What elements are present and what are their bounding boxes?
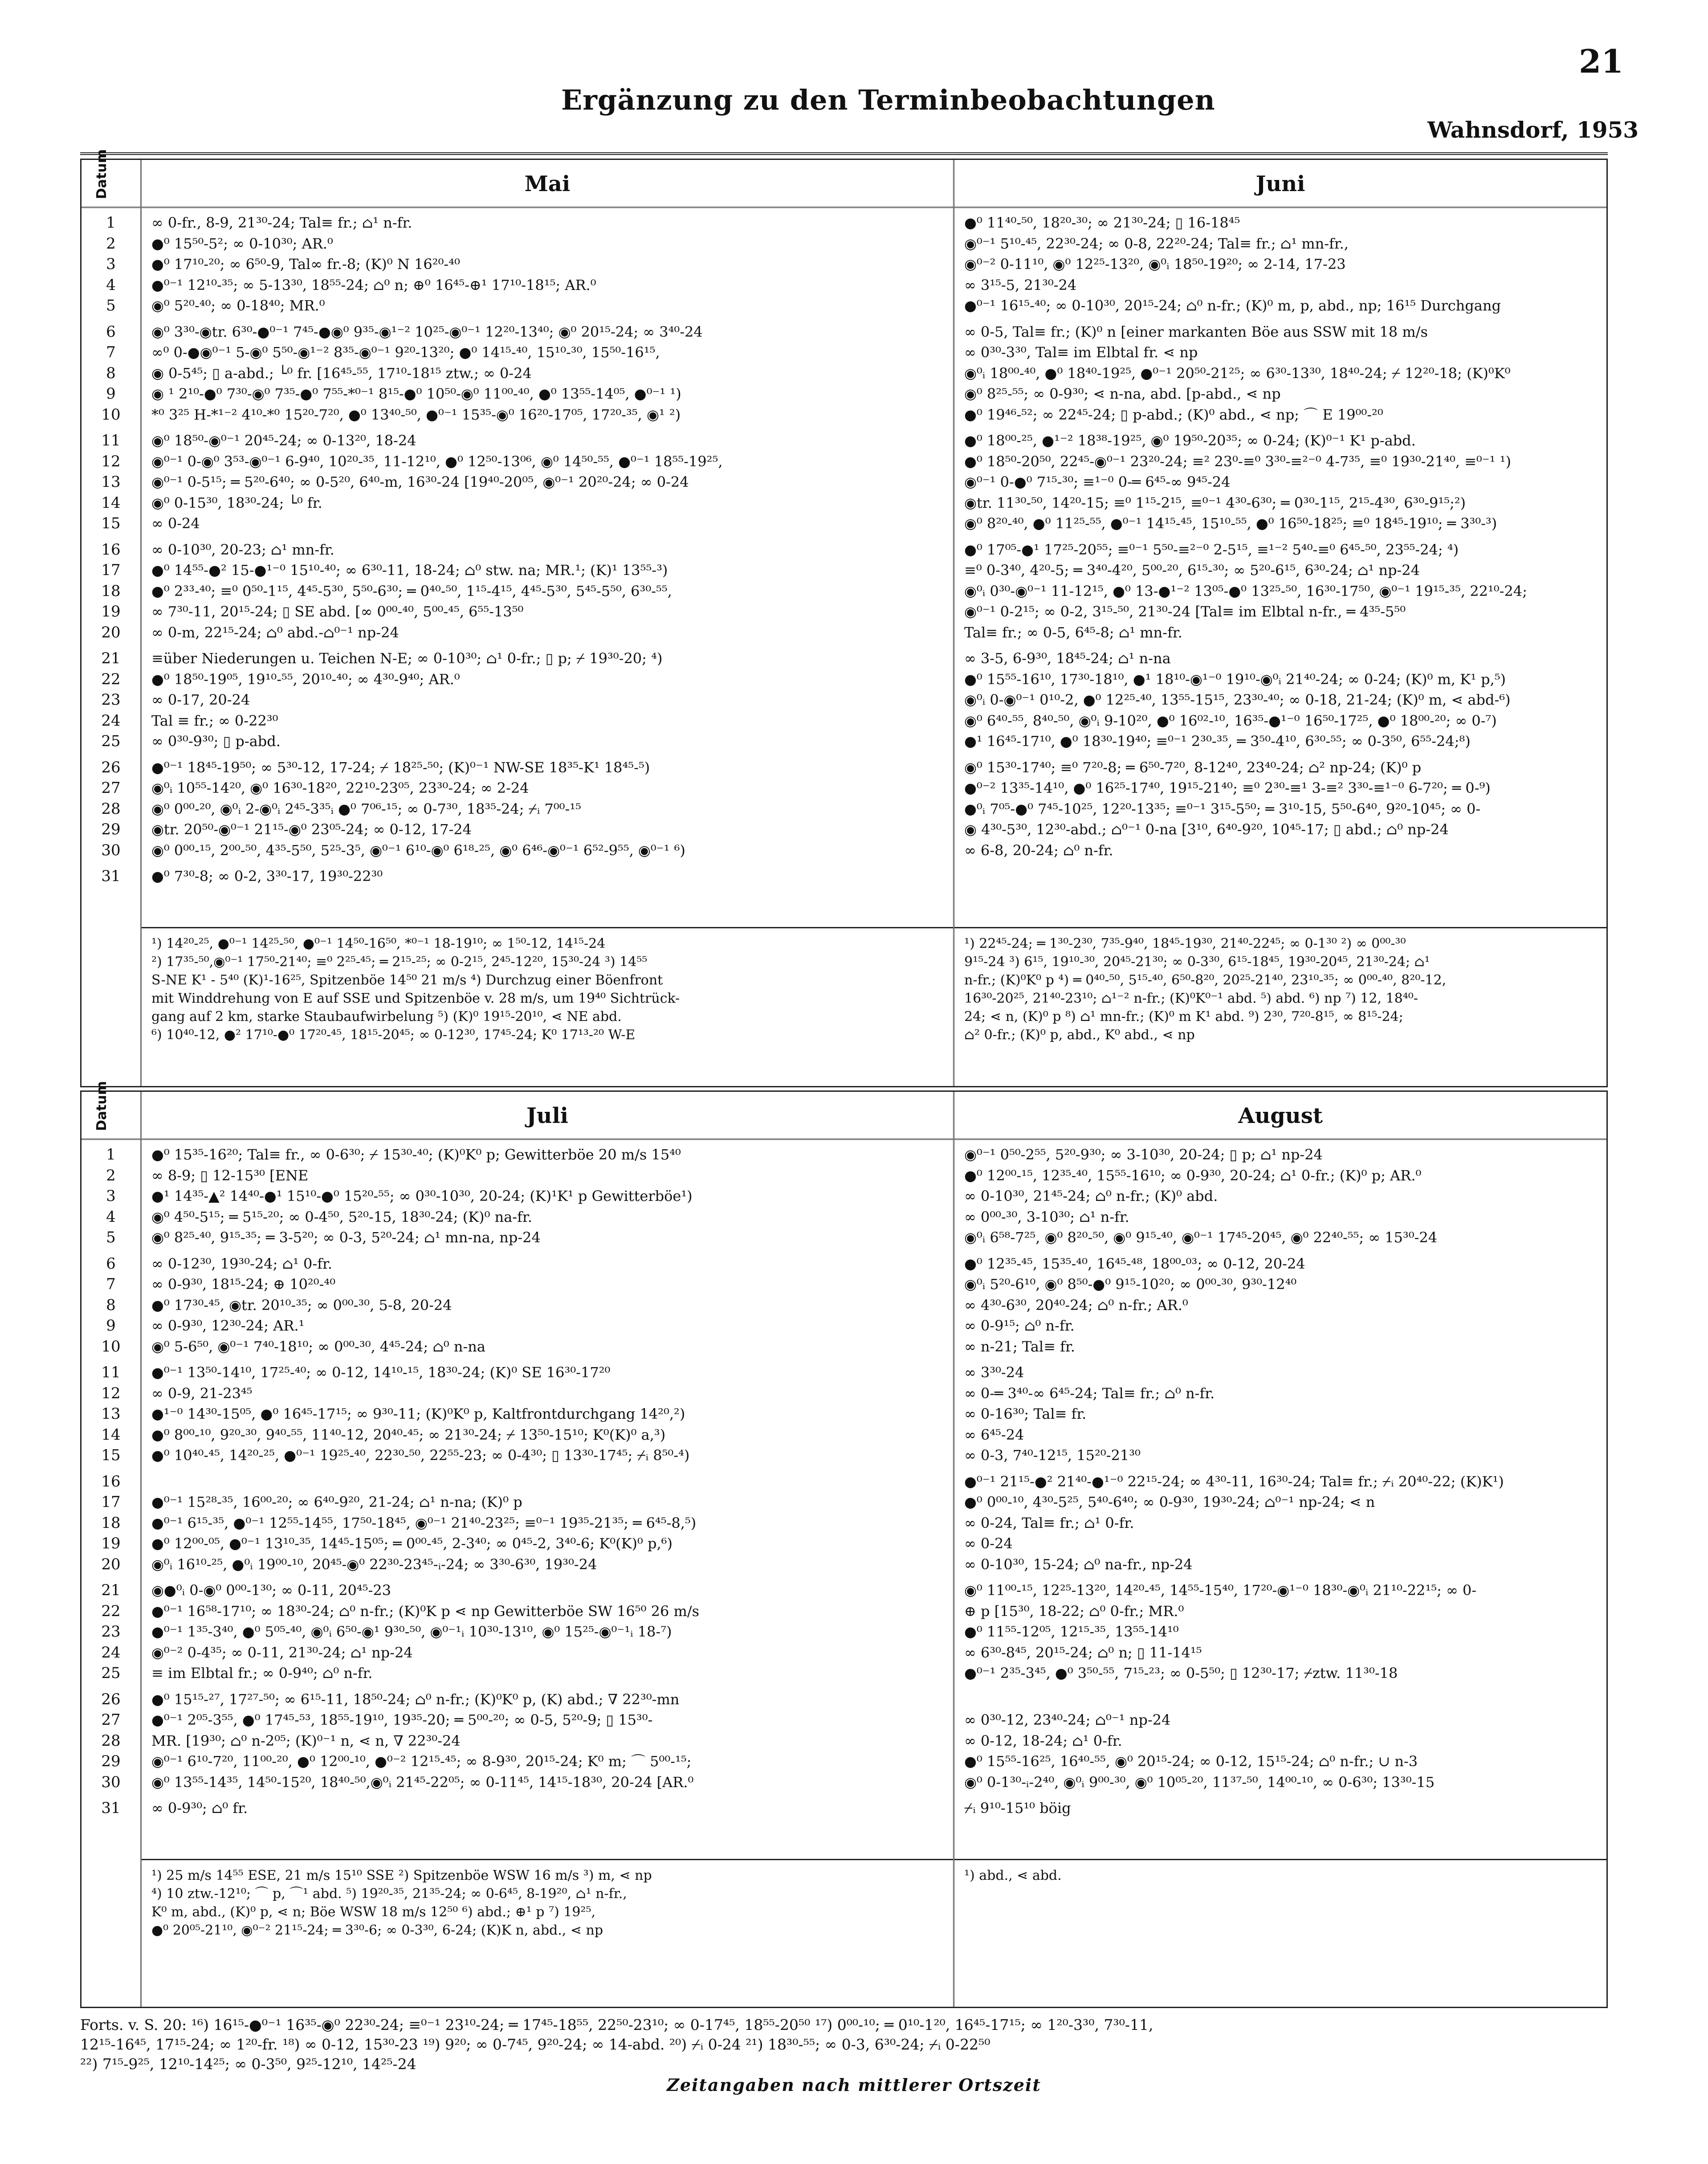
day-number: 27 xyxy=(101,779,121,797)
day-number: 19 xyxy=(101,603,121,621)
day-entry: ∞ 6-8, 20-24; ⌂⁰ n-fr. xyxy=(964,841,1113,859)
day-number: 22 xyxy=(101,1602,121,1620)
day-number: 12 xyxy=(101,1384,121,1402)
day-entry: ∞ 0-m, 22¹⁵-24; ⌂⁰ abd.-⌂⁰⁻¹ np-24 xyxy=(151,624,399,641)
day-entry: ◉⁰ 0⁰⁰-²⁰, ◉⁰ᵢ 2-◉⁰ᵢ 2⁴⁵-3³⁵ᵢ ●⁰ 7⁰⁶-¹⁵; ∞ 0-7³⁰, 18³⁵-24; ⌿ᵢ 7⁰⁰-¹⁵ xyxy=(151,800,581,817)
day-entry: ●¹⁻⁰ 14³⁰-15⁰⁵, ●⁰ 16⁴⁵-17¹⁵; ∞ 9³⁰-11; (K)⁰K⁰ p, Kaltfrontdurchgang 14²⁰,²) xyxy=(151,1405,685,1422)
month-name: Mai xyxy=(524,171,571,196)
footnote-line: K⁰ m, abd., (K)⁰ p, ⋖ n; Böe WSW 18 m/s 12⁵⁰ ⁶) abd.; ⊕¹ p ⁷) 19²⁵, xyxy=(151,1904,596,1920)
day-entry: ●⁰⁻² 13³⁵-14¹⁰, ●⁰ 16²⁵-17⁴⁰, 19¹⁵-21⁴⁰; ≡⁰ 2³⁰-≡¹ 3-≡² 3³⁰-≡¹⁻⁰ 6-7²⁰; ═ 0-⁹) xyxy=(964,780,1491,796)
day-entry: ∞ 0-12³⁰, 19³⁰-24; ⌂¹ 0-fr. xyxy=(151,1255,332,1272)
footnote-line: ¹) 22⁴⁵-24; ═ 1³⁰-2³⁰, 7³⁵-9⁴⁰, 18⁴⁵-19³⁰, 21⁴⁰-22⁴⁵; ∞ 0-1³⁰ ²) ∞ 0⁰⁰-³⁰ xyxy=(964,936,1406,951)
day-entry: ●⁰ 15³⁵-16²⁰; Tal≡ fr., ∞ 0-6³⁰; ⌿ 15³⁰-⁴⁰; (K)⁰K⁰ p; Gewitterböe 20 m/s 15⁴⁰ xyxy=(151,1146,681,1163)
day-entry: ●⁰⁻¹ 6¹⁵-³⁵, ●⁰⁻¹ 12⁵⁵-14⁵⁵, 17⁵⁰-18⁴⁵, ◉⁰⁻¹ 21⁴⁰-23²⁵; ≡⁰⁻¹ 19³⁵-21³⁵; ═ 6⁴⁵-8,⁵) xyxy=(151,1514,697,1531)
day-entry: ∞ 3³⁰-24 xyxy=(964,1364,1024,1381)
day-number: 25 xyxy=(101,732,121,750)
footnote-line: ⁶) 10⁴⁰-12, ●² 17¹⁰-●⁰ 17²⁰-⁴⁵, 18¹⁵-20⁴⁵; ∞ 0-12³⁰, 17⁴⁵-24; K⁰ 17¹³-²⁰ W-E xyxy=(151,1027,636,1043)
day-number: 1 xyxy=(106,214,116,232)
footnote-line: ⁴) 10 ztw.-12¹⁰; ⌒ p, ⌒¹ abd. ⁵) 19²⁰-³⁵, 21³⁵-24; ∞ 0-6⁴⁵, 8-19²⁰, ⌂¹ n-fr., xyxy=(151,1886,627,1902)
day-entry: ●⁰⁻¹ 2³⁵-3⁴⁵, ●⁰ 3⁵⁰-⁵⁵, 7¹⁵-²³; ∞ 0-5⁵⁰; ▯ 12³⁰-17; ⌿ztw. 11³⁰-18 xyxy=(964,1665,1398,1682)
datum-label: Datum xyxy=(94,149,110,199)
day-number: 28 xyxy=(101,1731,121,1750)
month-name: Juni xyxy=(1256,171,1305,196)
day-entry: ●⁰ 10⁴⁰-⁴⁵, 14²⁰-²⁵, ●⁰⁻¹ 19²⁵-⁴⁰, 22³⁰-⁵⁰, 22⁵⁵-23; ∞ 0-4³⁰; ▯ 13³⁰-17⁴⁵; ⌿ᵢ 8⁵⁰-⁴) xyxy=(151,1447,690,1464)
footnote-line: 16³⁰-20²⁵, 21⁴⁰-23¹⁰; ⌂¹⁻² n-fr.; (K)⁰K⁰⁻¹ abd. ⁵) abd. ⁶) np ⁷) 12, 18⁴⁰- xyxy=(964,991,1418,1006)
day-number: 24 xyxy=(101,1643,121,1662)
day-entry: ●⁰ 18⁵⁰-20⁵⁰, 22⁴⁵-◉⁰⁻¹ 23²⁰-24; ≡² 23⁰-≡⁰ 3³⁰-≡²⁻⁰ 4-7³⁵, ≡⁰ 19³⁰-21⁴⁰, ≡⁰⁻¹ ¹) xyxy=(964,453,1511,470)
day-entry: ◉tr. 11³⁰-⁵⁰, 14²⁰-15; ≡⁰ 1¹⁵-2¹⁵, ≡⁰⁻¹ 4³⁰-6³⁰; ═ 0³⁰-1¹⁵, 2¹⁵-4³⁰, 6³⁰-9¹⁵;²) xyxy=(964,494,1466,511)
footnotes-mai xyxy=(142,927,953,1050)
day-entry: ●⁰⁻¹ 1³⁵-3⁴⁰, ●⁰ 5⁰⁵-⁴⁰, ◉⁰ᵢ 6⁵⁰-◉¹ 9³⁰-⁵⁰, ◉⁰⁻¹ᵢ 10³⁰-13¹⁰, ◉⁰ 15²⁵-◉⁰⁻¹ᵢ 18-⁷) xyxy=(151,1623,672,1640)
footnote-line: ²) 17³⁵-⁵⁰,◉⁰⁻¹ 17⁵⁰-21⁴⁰; ≡⁰ 2²⁵-⁴⁵; ═ 2¹⁵-²⁵; ∞ 0-2¹⁵, 2⁴⁵-12²⁰, 15³⁰-24 ³) 14⁵⁵ xyxy=(151,954,648,970)
month-name: Juli xyxy=(526,1103,569,1128)
day-entry: Tal ≡ fr.; ∞ 0-22³⁰ xyxy=(151,712,278,729)
day-entry: ●⁰ 17³⁰-⁴⁵, ◉tr. 20¹⁰-³⁵; ∞ 0⁰⁰-³⁰, 5-8, 20-24 xyxy=(151,1296,452,1314)
column-mai xyxy=(142,160,954,1086)
day-number: 10 xyxy=(101,1337,121,1356)
day-number: 5 xyxy=(106,297,116,314)
day-entry: ◉ 0-5⁴⁵; ▯ a-abd.; └⁰ fr. [16⁴⁵-⁵⁵, 17¹⁰-18¹⁵ ztw.; ∞ 0-24 xyxy=(151,364,532,382)
table-block-juli-august xyxy=(80,1081,1608,2008)
day-entry: ≡über Niederungen u. Teichen N-E; ∞ 0-10³⁰; ⌂¹ 0-fr.; ▯ p; ⌿ 19³⁰-20; ⁴) xyxy=(151,650,663,667)
entries-juli xyxy=(151,1144,947,1819)
day-number: 26 xyxy=(101,758,121,776)
day-entry: ●¹ 14³⁵-▲² 14⁴⁰-●¹ 15¹⁰-●⁰ 15²⁰-⁵⁵; ∞ 0³⁰-10³⁰, 20-24; (K)¹K¹ p Gewitterböe¹) xyxy=(151,1188,693,1204)
day-entry: ●⁰ 12⁰⁰-¹⁵, 12³⁵-⁴⁰, 15⁵⁵-16¹⁰; ∞ 0-9³⁰, 20-24; ⌂¹ 0-fr.; (K)⁰ p; AR.⁰ xyxy=(964,1167,1422,1184)
footnote-line: 9¹⁵-24 ³) 6¹⁵, 19¹⁰-³⁰, 20⁴⁵-21³⁰; ∞ 0-3³⁰, 6¹⁵-18⁴⁵, 19³⁰-20⁴⁵, 21³⁰-24; ⌂¹ xyxy=(964,954,1430,970)
day-number: 30 xyxy=(101,1773,121,1791)
column-juli xyxy=(142,1092,954,2007)
day-entry: ∞ 6³⁰-8⁴⁵, 20¹⁵-24; ⌂⁰ n; ▯ 11-14¹⁵ xyxy=(964,1644,1202,1661)
day-number: 6 xyxy=(106,323,116,341)
page-number: 21 xyxy=(1579,42,1624,80)
day-entry: ∞ 0-5, Tal≡ fr.; (K)⁰ n [einer markanten Böe aus SSW mit 18 m/s xyxy=(964,323,1428,340)
day-entry: ∞ 0-16³⁰; Tal≡ fr. xyxy=(964,1405,1087,1422)
day-entry: ⌿ᵢ 9¹⁰-15¹⁰ böig xyxy=(964,1800,1071,1817)
footnote-line: n-fr.; (K)⁰K⁰ p ⁴) ═ 0⁴⁰-⁵⁰, 5¹⁵-⁴⁰, 6⁵⁰-8²⁰, 20²⁵-21⁴⁰, 23¹⁰-³⁵; ∞ 0⁰⁰-⁴⁰, 8²⁰-12, xyxy=(964,972,1447,988)
day-entry: ●⁰ 19⁴⁶-⁵²; ∞ 22⁴⁵-24; ▯ p-abd.; (K)⁰ abd., ⋖ np; ⌒ E 19⁰⁰-²⁰ xyxy=(964,406,1383,423)
day-entry: ◉⁰⁻¹ 0-◉⁰ 3⁵³-◉⁰⁻¹ 6-9⁴⁰, 10²⁰-³⁵, 11-12¹⁰, ●⁰ 12⁵⁰-13⁰⁶, ◉⁰ 14⁵⁰-⁵⁵, ●⁰⁻¹ 18⁵⁵-19²⁵, xyxy=(151,453,723,470)
day-number: 2 xyxy=(106,234,116,253)
day-entry: ∞ 0-9³⁰, 18¹⁵-24; ⊕ 10²⁰-⁴⁰ xyxy=(151,1276,336,1293)
day-number: 16 xyxy=(101,540,121,559)
footnotes-juni xyxy=(954,927,1606,1050)
day-number: 4 xyxy=(106,1208,116,1226)
day-number: 10 xyxy=(101,405,121,424)
day-number: 21 xyxy=(101,1581,121,1599)
day-entry: ◉⁰ 6⁴⁰-⁵⁵, 8⁴⁰-⁵⁰, ◉⁰ᵢ 9-10²⁰, ●⁰ 16⁰²-¹⁰, 16³⁵-●¹⁻⁰ 16⁵⁰-17²⁵, ●⁰ 18⁰⁰-²⁰; ∞ 0-⁷) xyxy=(964,712,1497,729)
day-number: 24 xyxy=(101,711,121,730)
footnote-line: ²²) 7¹⁵-9²⁵, 12¹⁰-14²⁵; ∞ 0-3⁵⁰, 9²⁵-12¹⁰, 14²⁵-24 xyxy=(80,2055,416,2073)
day-number: 27 xyxy=(101,1711,121,1729)
day-entry: ∞ 0-24 xyxy=(151,515,200,532)
day-entry: ◉ 4³⁰-5³⁰, 12³⁰-abd.; ⌂⁰⁻¹ 0-na [3¹⁰, 6⁴⁰-9²⁰, 10⁴⁵-17; ▯ abd.; ⌂⁰ np-24 xyxy=(964,821,1449,838)
day-number: 9 xyxy=(106,1317,116,1335)
day-entry: ◉⁰⁻¹ 0-5¹⁵; ═ 5²⁰-6⁴⁰; ∞ 0-5²⁰, 6⁴⁰-m, 16³⁰-24 [19⁴⁰-20⁰⁵, ◉⁰⁻¹ 20²⁰-24; ∞ 0-24 xyxy=(151,474,689,490)
day-number: 23 xyxy=(101,691,121,709)
day-number: 2 xyxy=(106,1166,116,1184)
day-number: 8 xyxy=(106,364,116,382)
day-entry: ◉⁰ 0-15³⁰, 18³⁰-24; └⁰ fr. xyxy=(151,494,322,511)
day-entry: ∞ 0-12, 18-24; ⌂¹ 0-fr. xyxy=(964,1732,1122,1749)
day-entry: ◉⁰ 4⁵⁰-5¹⁵; ═ 5¹⁵-²⁰; ∞ 0-4⁵⁰, 5²⁰-15, 18³⁰-24; (K)⁰ na-fr. xyxy=(151,1208,532,1225)
footnote-line: ⌂² 0-fr.; (K)⁰ p, abd., K⁰ abd., ⋖ np xyxy=(964,1027,1195,1043)
day-entry: ◉⁰ 5²⁰-⁴⁰; ∞ 0-18⁴⁰; MR.⁰ xyxy=(151,297,325,314)
day-number: 31 xyxy=(101,1799,121,1817)
day-entry: ●¹ 16⁴⁵-17¹⁰, ●⁰ 18³⁰-19⁴⁰; ≡⁰⁻¹ 2³⁰-³⁵, ═ 3⁵⁰-4¹⁰, 6³⁰-⁵⁵; ∞ 0-3⁵⁰, 6⁵⁵-24;⁸) xyxy=(964,733,1471,750)
footnote-line: mit Winddrehung von E auf SSE und Spitzenböe v. 28 m/s, um 19⁴⁰ Sichtrück- xyxy=(151,991,680,1006)
datum-column xyxy=(82,1081,142,2007)
day-entry: ∞⁰ 0-●◉⁰⁻¹ 5-◉⁰ 5⁵⁰-◉¹⁻² 8³⁵-◉⁰⁻¹ 9²⁰-13²⁰; ●⁰ 14¹⁵-⁴⁰, 15¹⁰-³⁰, 15⁵⁰-16¹⁵, xyxy=(151,344,660,361)
day-numbers xyxy=(82,212,140,887)
day-entry: ∞ 0-10³⁰, 21⁴⁵-24; ⌂⁰ n-fr.; (K)⁰ abd. xyxy=(964,1188,1218,1204)
day-number: 20 xyxy=(101,1555,121,1573)
day-entry: ∞ 0-fr., 8-9, 21³⁰-24; Tal≡ fr.; ⌂¹ n-fr. xyxy=(151,214,412,231)
month-header xyxy=(142,160,953,208)
day-entry: ●⁰ᵢ 7⁰⁵-●⁰ 7⁴⁵-10²⁵, 12²⁰-13³⁵; ≡⁰⁻¹ 3¹⁵-5⁵⁰; ═ 3¹⁰-15, 5⁵⁰-6⁴⁰, 9²⁰-10⁴⁵; ∞ 0- xyxy=(964,800,1481,817)
day-entry: *⁰ 3²⁵ H-*¹⁻² 4¹⁰-*⁰ 15²⁰-7²⁰, ●⁰ 13⁴⁰-⁵⁰, ●⁰⁻¹ 15³⁵-◉⁰ 16²⁰-17⁰⁵, 17²⁰-³⁵, ◉¹ ²) xyxy=(151,406,681,423)
day-entry: ◉⁰ 0⁰⁰-¹⁵, 2⁰⁰-⁵⁰, 4³⁵-5⁵⁰, 5²⁵-3⁵, ◉⁰⁻¹ 6¹⁰-◉⁰ 6¹⁸-²⁵, ◉⁰ 6⁴⁶-◉⁰⁻¹ 6⁵²-9⁵⁵, ◉⁰⁻¹ ⁶) xyxy=(151,841,685,859)
day-entry: ●⁰⁻¹ 16⁵⁸-17¹⁰; ∞ 18³⁰-24; ⌂⁰ n-fr.; (K)⁰K p ⋖ np Gewitterböe SW 16⁵⁰ 26 m/s xyxy=(151,1602,700,1620)
month-header xyxy=(954,160,1606,208)
day-entry: ∞ 0-17, 20-24 xyxy=(151,691,250,708)
day-entry: ●⁰⁻¹ 21¹⁵-●² 21⁴⁰-●¹⁻⁰ 22¹⁵-24; ∞ 4³⁰-11, 16³⁰-24; Tal≡ fr.; ⌿ᵢ 20⁴⁰-22; (K)K¹) xyxy=(964,1473,1504,1490)
day-entry: ◉⁰ 13⁵⁵-14³⁵, 14⁵⁰-15²⁰, 18⁴⁰-⁵⁰,◉⁰ᵢ 21⁴⁵-22⁰⁵; ∞ 0-11⁴⁵, 14¹⁵-18³⁰, 20-24 [AR.⁰ xyxy=(151,1773,694,1791)
day-entry: ●⁰ 11⁵⁵-12⁰⁵, 12¹⁵-³⁵, 13⁵⁵-14¹⁰ xyxy=(964,1623,1179,1640)
day-entry: ◉⁰ 11⁰⁰-¹⁵, 12²⁵-13²⁰, 14²⁰-⁴⁵, 14⁵⁵-15⁴⁰, 17²⁰-◉¹⁻⁰ 18³⁰-◉⁰ᵢ 21¹⁰-22¹⁵; ∞ 0- xyxy=(964,1582,1476,1599)
day-entry: ∞ 4³⁰-6³⁰, 20⁴⁰-24; ⌂⁰ n-fr.; AR.⁰ xyxy=(964,1296,1188,1314)
day-entry: ∞ 7³⁰-11, 20¹⁵-24; ▯ SE abd. [∞ 0⁰⁰-⁴⁰, 5⁰⁰-⁴⁵, 6⁵⁵-13⁵⁰ xyxy=(151,603,524,620)
day-number: 23 xyxy=(101,1623,121,1641)
day-entry: ●⁰⁻¹ 2⁰⁵-3⁵⁵, ●⁰ 17⁴⁵-⁵³, 18⁵⁵-19¹⁰, 19³⁵-20; ═ 5⁰⁰-²⁰; ∞ 0-5, 5²⁰-9; ▯ 15³⁰- xyxy=(151,1711,653,1728)
footnote-line: Forts. v. S. 20: ¹⁶) 16¹⁵-●⁰⁻¹ 16³⁵-◉⁰ 22³⁰-24; ≡⁰⁻¹ 23¹⁰-24; ═ 17⁴⁵-18⁵⁵, 22⁵⁰-23¹⁰; ∞ 0-17⁴⁵, 18⁵⁵-20⁵⁰ ¹⁷) 0⁰⁰-¹⁰; ═ 0¹⁰-1²⁰, 16⁴⁵-17¹⁵; ∞ 1²⁰-3³⁰, 7³⁰-11, xyxy=(80,2016,1154,2033)
day-entry: ◉⁰ᵢ 18⁰⁰-⁴⁰, ●⁰ 18⁴⁰-19²⁵, ●⁰⁻¹ 20⁵⁰-21²⁵; ∞ 6³⁰-13³⁰, 18⁴⁰-24; ⌿ 12²⁰-18; (K)⁰K⁰ xyxy=(964,364,1511,382)
day-entry: ●⁰ 0⁰⁰-¹⁰, 4³⁰-5²⁵, 5⁴⁰-6⁴⁰; ∞ 0-9³⁰, 19³⁰-24; ⌂⁰⁻¹ np-24; ⋖ n xyxy=(964,1494,1375,1511)
day-number: 9 xyxy=(106,385,116,403)
day-entry: ∞ 0³⁰-3³⁰, Tal≡ im Elbtal fr. ⋖ np xyxy=(964,344,1198,361)
day-number: 31 xyxy=(101,867,121,885)
day-number: 12 xyxy=(101,452,121,470)
day-entry: ∞ 0-3, 7⁴⁰-12¹⁵, 15²⁰-21³⁰ xyxy=(964,1447,1141,1464)
day-number: 30 xyxy=(101,841,121,859)
column-august xyxy=(954,1092,1606,2007)
footnote-line: gang auf 2 km, starke Staubaufwirbelung ⁵) (K)⁰ 19¹⁵-20¹⁰, ⋖ NE abd. xyxy=(151,1009,622,1025)
day-entry: ∞ 3-5, 6-9³⁰, 18⁴⁵-24; ⌂¹ n-na xyxy=(964,650,1171,667)
footnote-line: S-NE K¹ - 5⁴⁰ (K)¹-16²⁵, Spitzenböe 14⁵⁰ 21 m/s ⁴) Durchzug einer Böenfront xyxy=(151,972,663,988)
top-rule xyxy=(80,152,1608,155)
day-entry: ◉⁰ 18⁵⁰-◉⁰⁻¹ 20⁴⁵-24; ∞ 0-13²⁰, 18-24 xyxy=(151,432,416,449)
month-name: August xyxy=(1238,1103,1323,1128)
day-entry: ◉⁰⁻² 0-11¹⁰, ◉⁰ 12²⁵-13²⁰, ◉⁰ᵢ 18⁵⁰-19²⁰; ∞ 2-14, 17-23 xyxy=(964,256,1346,273)
day-entry: ⊕ p [15³⁰, 18-22; ⌂⁰ 0-fr.; MR.⁰ xyxy=(964,1602,1184,1620)
day-entry: ∞ 0-9, 21-23⁴⁵ xyxy=(151,1384,253,1402)
day-entry: ●⁰ 17⁰⁵-●¹ 17²⁵-20⁵⁵; ≡⁰⁻¹ 5⁵⁰-≡²⁻⁰ 2-5¹⁵, ≡¹⁻² 5⁴⁰-≡⁰ 6⁴⁵-⁵⁰, 23⁵⁵-24; ⁴) xyxy=(964,541,1459,558)
day-entry: ∞ 0-10³⁰, 15-24; ⌂⁰ na-fr., np-24 xyxy=(964,1556,1193,1573)
footnotes-august xyxy=(954,1859,1606,1891)
day-number: 16 xyxy=(101,1472,121,1490)
day-entry: ∞ 0-═ 3⁴⁰-∞ 6⁴⁵-24; Tal≡ fr.; ⌂⁰ n-fr. xyxy=(964,1384,1215,1402)
day-entry: ◉⁰ 3³⁰-◉tr. 6³⁰-●⁰⁻¹ 7⁴⁵-●◉⁰ 9³⁵-◉¹⁻² 10²⁵-◉⁰⁻¹ 12²⁰-13⁴⁰; ◉⁰ 20¹⁵-24; ∞ 3⁴⁰-24 xyxy=(151,323,703,340)
column-juni xyxy=(954,160,1606,1086)
day-number: 13 xyxy=(101,1405,121,1423)
day-number: 13 xyxy=(101,473,121,491)
day-entry: ∞ 0-24, Tal≡ fr.; ⌂¹ 0-fr. xyxy=(964,1514,1134,1531)
day-entry: ◉⁰ᵢ 6⁵⁸-7²⁵, ◉⁰ 8²⁰-⁵⁰, ◉⁰ 9¹⁵-⁴⁰, ◉⁰⁻¹ 17⁴⁵-20⁴⁵, ◉⁰ 22⁴⁰-⁵⁵; ∞ 15³⁰-24 xyxy=(964,1229,1438,1246)
footnote-line: ¹) 25 m/s 14⁵⁵ ESE, 21 m/s 15¹⁰ SSE ²) Spitzenböe WSW 16 m/s ³) m, ⋖ np xyxy=(151,1868,652,1883)
footnotes-juli xyxy=(142,1859,953,1946)
day-entry: ◉⁰ 0-1³⁰-ᵢ-2⁴⁰, ◉⁰ᵢ 9⁰⁰-³⁰, ◉⁰ 10⁰⁵-²⁰, 11³⁷-⁵⁰, 14⁰⁰-¹⁰, ∞ 0-6³⁰; 13³⁰-15 xyxy=(964,1773,1435,1791)
page-title: Ergänzung zu den Terminbeobachtungen xyxy=(561,84,1215,116)
day-entry: ●⁰ 8⁰⁰-¹⁰, 9²⁰-³⁰, 9⁴⁰-⁵⁵, 11⁴⁰-12, 20⁴⁰-⁴⁵; ∞ 21³⁰-24; ⌿ 13⁵⁰-15¹⁰; K⁰(K)⁰ a,³) xyxy=(151,1426,666,1443)
day-number: 7 xyxy=(106,343,116,361)
day-entry xyxy=(964,1689,1600,1710)
time-note: Zeitangaben nach mittlerer Ortszeit xyxy=(667,2075,1041,2095)
day-entry: ◉⁰ 8²⁵-⁵⁵; ∞ 0-9³⁰; ⋖ n-na, abd. [p-abd., ⋖ np xyxy=(964,385,1281,402)
datum-label: Datum xyxy=(94,1081,110,1131)
day-number: 14 xyxy=(101,494,121,512)
day-entry: ∞ 6⁴⁵-24 xyxy=(964,1426,1024,1443)
day-number: 11 xyxy=(101,432,121,449)
day-entry: ●⁰ 2³³-⁴⁰; ≡⁰ 0⁵⁰-1¹⁵, 4⁴⁵-5³⁰, 5⁵⁰-6³⁰; ═ 0⁴⁰-⁵⁰, 1¹⁵-4¹⁵, 4⁴⁵-5³⁰, 5⁴⁵-5⁵⁰, 6³⁰-⁵⁵, xyxy=(151,582,672,600)
day-number: 26 xyxy=(101,1690,121,1708)
day-entry: ●⁰ 17¹⁰-²⁰; ∞ 6⁵⁰-9, Tal∞ fr.-8; (K)⁰ N 16²⁰-⁴⁰ xyxy=(151,256,460,273)
entries-juni xyxy=(964,212,1600,861)
day-numbers xyxy=(82,1144,140,1819)
day-number: 15 xyxy=(101,514,121,532)
day-entry: ●⁰ 11⁴⁰-⁵⁰, 18²⁰-³⁰; ∞ 21³⁰-24; ▯ 16-18⁴⁵ xyxy=(964,214,1240,231)
day-number: 15 xyxy=(101,1446,121,1464)
day-entry: ∞ 0³⁰-9³⁰; ▯ p-abd. xyxy=(151,733,281,750)
day-entry: ●⁰ 7³⁰-8; ∞ 0-2, 3³⁰-17, 19³⁰-22³⁰ xyxy=(151,868,383,885)
day-entry: ◉⁰ᵢ 0³⁰-◉⁰⁻¹ 11-12¹⁵, ●⁰ 13-●¹⁻² 13⁰⁵-●⁰ 13²⁵-⁵⁰, 16³⁰-17⁵⁰, ◉⁰⁻¹ 19¹⁵-³⁵, 22¹⁰-24; xyxy=(964,582,1527,600)
day-entry: ∞ n-21; Tal≡ fr. xyxy=(964,1338,1075,1355)
month-header xyxy=(142,1092,953,1140)
day-entry: ∞ 8-9; ▯ 12-15³⁰ [ENE xyxy=(151,1167,309,1184)
day-entry: ◉⁰ 15³⁰-17⁴⁰; ≡⁰ 7²⁰-8; ═ 6⁵⁰-7²⁰, 8-12⁴⁰, 23⁴⁰-24; ⌂² np-24; (K)⁰ p xyxy=(964,759,1422,776)
day-entry: ◉⁰⁻¹ 5¹⁰-⁴⁵, 22³⁰-24; ∞ 0-8, 22²⁰-24; Tal≡ fr.; ⌂¹ mn-fr., xyxy=(964,235,1349,252)
day-number: 19 xyxy=(101,1535,121,1552)
day-entry: ∞ 0-9³⁰; ⌂⁰ fr. xyxy=(151,1800,248,1817)
day-entry: ●⁰ 15⁵⁰-5²; ∞ 0-10³⁰; AR.⁰ xyxy=(151,235,333,252)
day-entry: ∞ 3¹⁵-5, 21³⁰-24 xyxy=(964,276,1077,294)
day-entry: ●⁰ 12³⁵-⁴⁵, 15³⁵-⁴⁰, 16⁴⁵-⁴⁸, 18⁰⁰-⁰³; ∞ 0-12, 20-24 xyxy=(964,1255,1305,1272)
day-number: 3 xyxy=(106,1187,116,1205)
datum-header xyxy=(82,149,140,208)
day-entry: ◉⁰ᵢ 16¹⁰-²⁵, ●⁰ᵢ 19⁰⁰-¹⁰, 20⁴⁵-◉⁰ 22³⁰-23⁴⁵-ᵢ-24; ∞ 3³⁰-6³⁰, 19³⁰-24 xyxy=(151,1556,597,1573)
day-number: 4 xyxy=(106,276,116,294)
day-entry: ◉⁰ 5-6⁵⁰, ◉⁰⁻¹ 7⁴⁰-18¹⁰; ∞ 0⁰⁰-³⁰, 4⁴⁵-24; ⌂⁰ n-na xyxy=(151,1338,485,1355)
day-number: 6 xyxy=(106,1254,116,1273)
day-entry: ●⁰ 15⁵⁵-16²⁵, 16⁴⁰-⁵⁵, ◉⁰ 20¹⁵-24; ∞ 0-12, 15¹⁵-24; ⌂⁰ n-fr.; ∪ n-3 xyxy=(964,1753,1418,1770)
day-entry: ◉●⁰ᵢ 0-◉⁰ 0⁰⁰-1³⁰; ∞ 0-11, 20⁴⁵-23 xyxy=(151,1582,391,1599)
continuation-footnotes xyxy=(80,2015,1608,2074)
footnote-line: ¹) abd., ⋖ abd. xyxy=(964,1868,1062,1883)
day-number: 5 xyxy=(106,1229,116,1246)
day-entry: ∞ 0⁰⁰-³⁰, 3-10³⁰; ⌂¹ n-fr. xyxy=(964,1208,1129,1225)
day-number: 25 xyxy=(101,1664,121,1682)
day-entry: ◉⁰ 8²⁰-⁴⁰, ●⁰ 11²⁵-⁵⁵, ●⁰⁻¹ 14¹⁵-⁴⁵, 15¹⁰-⁵⁵, ●⁰ 16⁵⁰-18²⁵; ≡⁰ 18⁴⁵-19¹⁰; ═ 3³⁰-³) xyxy=(964,515,1497,532)
day-number: 28 xyxy=(101,800,121,818)
station-label: Wahnsdorf, 1953 xyxy=(1427,117,1639,143)
day-entry: ●⁰⁻¹ 12¹⁰-³⁵; ∞ 5-13³⁰, 18⁵⁵-24; ⌂⁰ n; ⊕⁰ 16⁴⁵-⊕¹ 17¹⁰-18¹⁵; AR.⁰ xyxy=(151,276,596,294)
entries-august xyxy=(964,1144,1600,1819)
day-number: 1 xyxy=(106,1146,116,1164)
day-entry: ◉⁰ᵢ 10⁵⁵-14²⁰, ◉⁰ 16³⁰-18²⁰, 22¹⁰-23⁰⁵, 23³⁰-24; ∞ 2-24 xyxy=(151,780,529,796)
day-number: 8 xyxy=(106,1296,116,1314)
day-entry: ◉⁰ᵢ 0-◉⁰⁻¹ 0¹⁰-2, ●⁰ 12²⁵-⁴⁰, 13⁵⁵-15¹⁵, 23³⁰-⁴⁰; ∞ 0-18, 21-24; (K)⁰ m, ⋖ abd-⁶) xyxy=(964,691,1511,708)
day-number: 18 xyxy=(101,1514,121,1532)
day-entry: ◉⁰ᵢ 5²⁰-6¹⁰, ◉⁰ 8⁵⁰-●⁰ 9¹⁵-10²⁰; ∞ 0⁰⁰-³⁰, 9³⁰-12⁴⁰ xyxy=(964,1276,1297,1293)
day-number: 29 xyxy=(101,821,121,838)
day-entry: ●⁰⁻¹ 15²⁸-³⁵, 16⁰⁰-²⁰; ∞ 6⁴⁰-9²⁰, 21-24; ⌂¹ n-na; (K)⁰ p xyxy=(151,1494,522,1511)
day-entry: ◉ ¹ 2¹⁰-●⁰ 7³⁰-◉⁰ 7³⁵-●⁰ 7⁵⁵-*⁰⁻¹ 8¹⁵-●⁰ 10⁵⁰-◉⁰ 11⁰⁰-⁴⁰, ●⁰ 13⁵⁵-14⁰⁵, ●⁰⁻¹ ¹) xyxy=(151,385,681,402)
day-entry: ◉⁰⁻² 0-4³⁵; ∞ 0-11, 21³⁰-24; ⌂¹ np-24 xyxy=(151,1644,413,1661)
day-entry: ●⁰ 18⁰⁰-²⁵, ●¹⁻² 18³⁸-19²⁵, ◉⁰ 19⁵⁰-20³⁵; ∞ 0-24; (K)⁰⁻¹ K¹ p-abd. xyxy=(964,432,1416,449)
day-entry: ∞ 0-24 xyxy=(964,1535,1013,1552)
table-block-mai-juni xyxy=(80,149,1608,1087)
day-number: 29 xyxy=(101,1752,121,1770)
month-header xyxy=(954,1092,1606,1140)
day-entry: ∞ 0³⁰-12, 23⁴⁰-24; ⌂⁰⁻¹ np-24 xyxy=(964,1711,1171,1728)
datum-header xyxy=(82,1081,140,1140)
footnote-line: 24; ⋖ n, (K)⁰ p ⁸) ⌂¹ mn-fr.; (K)⁰ m K¹ abd. ⁹) 2³⁰, 7²⁰-8¹⁵, ∞ 8¹⁵-24; xyxy=(964,1009,1403,1025)
day-entry: ●⁰ 18⁵⁰-19⁰⁵, 19¹⁰-⁵⁵, 20¹⁰-⁴⁰; ∞ 4³⁰-9⁴⁰; AR.⁰ xyxy=(151,670,460,688)
footnote-line: ¹) 14²⁰-²⁵, ●⁰⁻¹ 14²⁵-⁵⁰, ●⁰⁻¹ 14⁵⁰-16⁵⁰, *⁰⁻¹ 18-19¹⁰; ∞ 1⁵⁰-12, 14¹⁵-24 xyxy=(151,936,606,951)
day-number: 14 xyxy=(101,1425,121,1444)
day-entry: ●⁰ 15¹⁵-²⁷, 17²⁷-⁵⁰; ∞ 6¹⁵-11, 18⁵⁰-24; ⌂⁰ n-fr.; (K)⁰K⁰ p, (K) abd.; ∇ 22³⁰-mn xyxy=(151,1690,680,1708)
day-number: 18 xyxy=(101,582,121,600)
day-entry: ◉⁰⁻¹ 0-●⁰ 7¹⁵-³⁰; ≡¹⁻⁰ 0-═ 6⁴⁵-∞ 9⁴⁵-24 xyxy=(964,474,1231,490)
day-number: 17 xyxy=(101,1493,121,1511)
day-entry: ◉tr. 20⁵⁰-◉⁰⁻¹ 21¹⁵-◉⁰ 23⁰⁵-24; ∞ 0-12, 17-24 xyxy=(151,821,472,838)
day-entry: ∞ 0-10³⁰, 20-23; ⌂¹ mn-fr. xyxy=(151,541,334,558)
footnote-line: ●⁰ 20⁰⁵-21¹⁰, ◉⁰⁻² 21¹⁵-24; ═ 3³⁰-6; ∞ 0-3³⁰, 6-24; (K)K n, abd., ⋖ np xyxy=(151,1923,603,1938)
datum-column xyxy=(82,149,142,1086)
day-entry: ∞ 0-9³⁰, 12³⁰-24; AR.¹ xyxy=(151,1317,305,1334)
day-entry: ≡ im Elbtal fr.; ∞ 0-9⁴⁰; ⌂⁰ n-fr. xyxy=(151,1665,373,1682)
day-entry: MR. [19³⁰; ⌂⁰ n-2⁰⁵; (K)⁰⁻¹ n, ⋖ n, ∇ 22³⁰-24 xyxy=(151,1732,461,1749)
day-entry: ●⁰⁻¹ 16¹⁵-⁴⁰; ∞ 0-10³⁰, 20¹⁵-24; ⌂⁰ n-fr.; (K)⁰ m, p, abd., np; 16¹⁵ Durchgang xyxy=(964,297,1501,314)
day-entry xyxy=(151,1471,947,1492)
day-entry: ◉⁰⁻¹ 0⁵⁰-2⁵⁵, 5²⁰-9³⁰; ∞ 3-10³⁰, 20-24; ▯ p; ⌂¹ np-24 xyxy=(964,1146,1323,1163)
day-entry: ●⁰ 12⁰⁰-⁰⁵, ●⁰⁻¹ 13¹⁰-³⁵, 14⁴⁵-15⁰⁵; ═ 0⁰⁰-⁴⁵, 2-3⁴⁰; ∞ 0⁴⁵-2, 3⁴⁰-6; K⁰(K)⁰ p,⁶) xyxy=(151,1535,673,1552)
day-number: 3 xyxy=(106,255,116,273)
day-number: 22 xyxy=(101,670,121,688)
day-entry: ∞ 0-9¹⁵; ⌂⁰ n-fr. xyxy=(964,1317,1075,1334)
day-entry: ●⁰⁻¹ 13⁵⁰-14¹⁰, 17²⁵-⁴⁰; ∞ 0-12, 14¹⁰-¹⁵, 18³⁰-24; (K)⁰ SE 16³⁰-17²⁰ xyxy=(151,1364,611,1381)
entries-mai xyxy=(151,212,947,887)
day-number: 17 xyxy=(101,561,121,579)
day-entry: ◉⁰⁻¹ 0-2¹⁵; ∞ 0-2, 3¹⁵-⁵⁰, 21³⁰-24 [Tal≡ im Elbtal n-fr., ═ 4³⁵-5⁵⁰ xyxy=(964,603,1406,620)
day-entry: ≡⁰ 0-3⁴⁰, 4²⁰-5; ═ 3⁴⁰-4²⁰, 5⁰⁰-²⁰, 6¹⁵-³⁰; ∞ 5²⁰-6¹⁵, 6³⁰-24; ⌂¹ np-24 xyxy=(964,562,1420,579)
footnote-line: 12¹⁵-16⁴⁵, 17¹⁵-24; ∞ 1²⁰-fr. ¹⁸) ∞ 0-12, 15³⁰-23 ¹⁹) 9²⁰; ∞ 0-7⁴⁵, 9²⁰-24; ∞ 14-abd. ²⁰) ⌿ᵢ 0-24 ²¹) 18³⁰-⁵⁵; ∞ 0-3, 6³⁰-24; ⌿ᵢ 0-22⁵⁰ xyxy=(80,2036,991,2053)
day-entry: ◉⁰ 8²⁵-⁴⁰, 9¹⁵-³⁵; ═ 3-5²⁰; ∞ 0-3, 5²⁰-24; ⌂¹ mn-na, np-24 xyxy=(151,1229,541,1246)
day-entry: ◉⁰⁻¹ 6¹⁰-7²⁰, 11⁰⁰-²⁰, ●⁰ 12⁰⁰-¹⁰, ●⁰⁻² 12¹⁵-⁴⁵; ∞ 8-9³⁰, 20¹⁵-24; K⁰ m; ⌒ 5⁰⁰-¹⁵; xyxy=(151,1753,692,1770)
day-number: 7 xyxy=(106,1275,116,1293)
day-entry: ●⁰ 14⁵⁵-●² 15-●¹⁻⁰ 15¹⁰-⁴⁰; ∞ 6³⁰-11, 18-24; ⌂⁰ stw. na; MR.¹; (K)¹ 13⁵⁵-³) xyxy=(151,562,668,579)
day-entry: ●⁰ 15⁵⁵-16¹⁰, 17³⁰-18¹⁰, ●¹ 18¹⁰-◉¹⁻⁰ 19¹⁰-◉⁰ᵢ 21⁴⁰-24; ∞ 0-24; (K)⁰ m, K¹ p,⁵) xyxy=(964,670,1506,688)
day-entry: Tal≡ fr.; ∞ 0-5, 6⁴⁵-8; ⌂¹ mn-fr. xyxy=(964,624,1182,641)
day-number: 11 xyxy=(101,1364,121,1381)
day-number: 20 xyxy=(101,623,121,641)
day-entry: ●⁰⁻¹ 18⁴⁵-19⁵⁰; ∞ 5³⁰-12, 17-24; ⌿ 18²⁵-⁵⁰; (K)⁰⁻¹ NW-SE 18³⁵-K¹ 18⁴⁵-⁵) xyxy=(151,759,650,776)
day-number: 21 xyxy=(101,649,121,667)
